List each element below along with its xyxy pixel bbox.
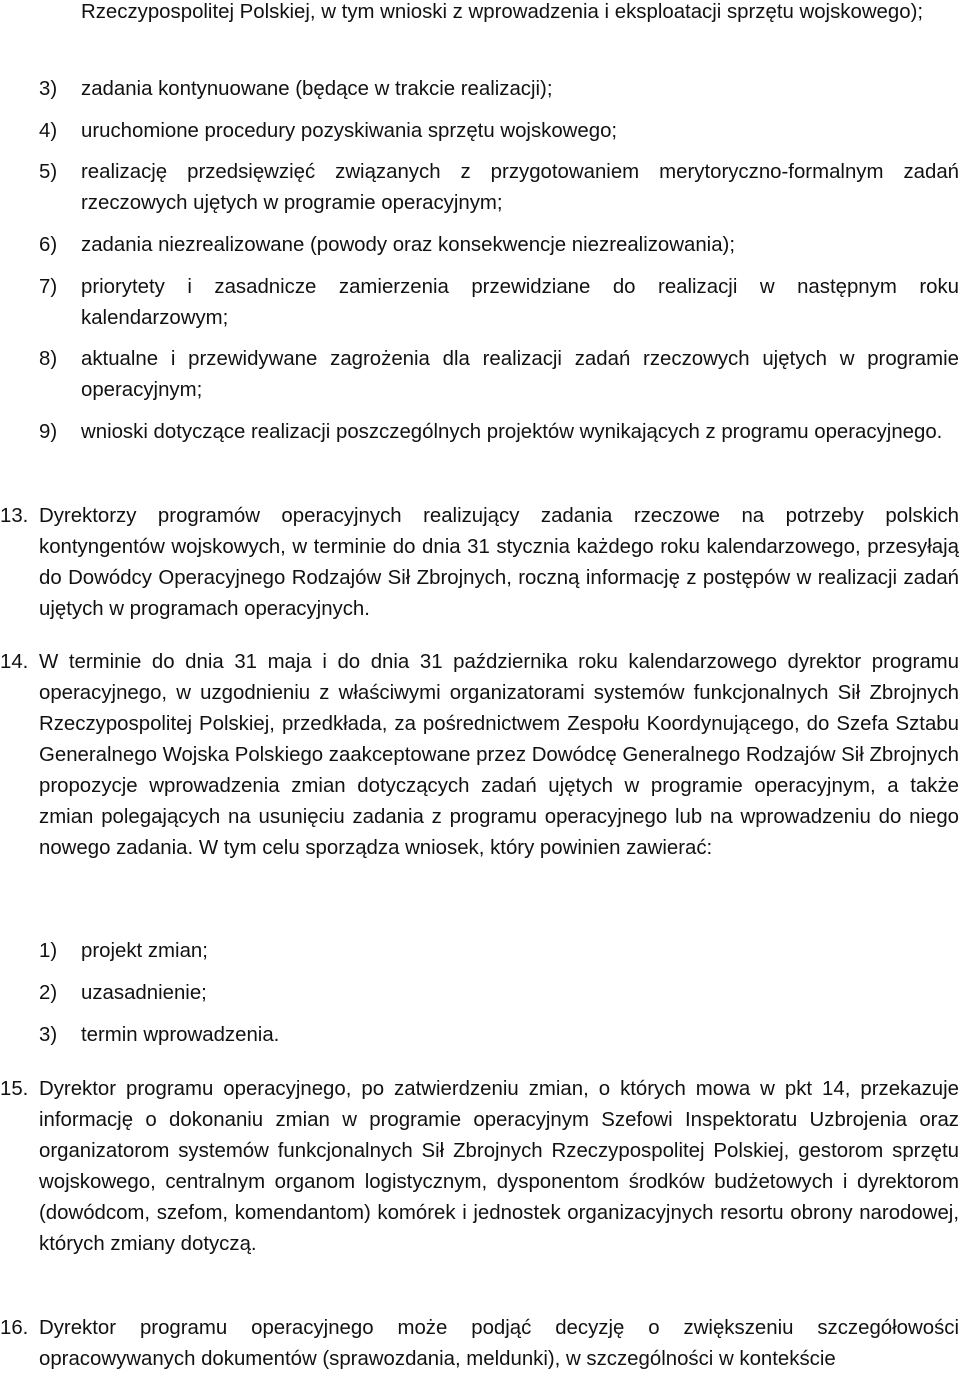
list-item (39, 344, 959, 406)
paragraph-text: Dyrektor programu operacyjnego może podjąć decyzję o zwiększeniu szczegółowości opracowywanych dokumentów (sprawozdania, meldunki), w szczególności w kontekście (39, 1317, 959, 1370)
list-item-text: projekt zmian; (81, 940, 208, 962)
list-item-text: uzasadnienie; (81, 982, 207, 1004)
list-item (39, 157, 959, 219)
paragraph-14 (0, 647, 959, 864)
paragraph-number: 13. (0, 505, 29, 527)
paragraph-text: Dyrektor programu operacyjnego, po zatwierdzeniu zmian, o których mowa w pkt 14, przekazuje informację o dokonaniu zmian w programie operacyjnym Szefowi Inspektoratu Uzbrojenia oraz organizatorom systemów funkcjonalnych Sił Zbrojnych Rzeczypospolitej Polskiej, gestorom sprzętu wojskowego, centralnym organom logistycznym, dysponentom środków budżetowych i dyrektorom (dowódcom, szefom, komendantom) komórek i jednostek organizacyjnych resortu obrony narodowej, których zmiany dotyczą. (39, 1078, 959, 1255)
list-item (39, 417, 959, 448)
list-item-number: 7) (39, 276, 58, 298)
list-item (39, 272, 959, 334)
list-item (39, 116, 959, 147)
list-item-number: 5) (39, 161, 58, 183)
list-item-text: aktualne i przewidywane zagrożenia dla realizacji zadań rzeczowych ujętych w programie operacyjnym; (81, 348, 959, 401)
list-item-text: realizację przedsięwzięć związanych z przygotowaniem merytoryczno-formalnym zadań rzeczowych ujętych w programie operacyjnym; (81, 161, 959, 214)
list-item (39, 936, 959, 967)
list-item-text: wnioski dotyczące realizacji poszczególnych projektów wynikających z programu operacyjnego. (81, 421, 943, 443)
list-item (39, 74, 959, 105)
list-item-number: 3) (39, 1024, 58, 1046)
list-item-number: 1) (39, 940, 58, 962)
continuation-paragraph: Rzeczypospolitej Polskiej, w tym wnioski z wprowadzenia i eksploatacji sprzętu wojskowego); (81, 1, 924, 23)
list-item-text: termin wprowadzenia. (81, 1024, 280, 1046)
list-item-text: uruchomione procedury pozyskiwania sprzętu wojskowego; (81, 120, 618, 142)
paragraph-number: 16. (0, 1317, 29, 1339)
paragraph-15 (0, 1074, 959, 1260)
paragraph-13 (0, 501, 959, 625)
list-item (39, 978, 959, 1009)
list-item-text: priorytety i zasadnicze zamierzenia przewidziane do realizacji w następnym roku kalendarzowym; (81, 276, 959, 329)
list-item-text: zadania niezrealizowane (powody oraz konsekwencje niezrealizowania); (81, 234, 735, 256)
list-item-number: 9) (39, 421, 58, 443)
paragraph-16 (0, 1313, 959, 1375)
list-item-number: 8) (39, 348, 58, 370)
list-item (39, 1020, 959, 1051)
list-item-number: 4) (39, 120, 58, 142)
list-item-number: 2) (39, 982, 58, 1004)
list-item-text: zadania kontynuowane (będące w trakcie realizacji); (81, 78, 553, 100)
paragraph-text: Dyrektorzy programów operacyjnych realizujący zadania rzeczowe na potrzeby polskich kontyngentów wojskowych, w terminie do dnia 31 stycznia każdego roku kalendarzowego, przesyłają do Dowódcy Operacyjnego Rodzajów Sił Zbrojnych, roczną informację z postępów w realizacji zadań ujętych w programach operacyjnych. (39, 505, 959, 620)
list-item (39, 230, 959, 261)
paragraph-number: 15. (0, 1078, 29, 1100)
paragraph-text: W terminie do dnia 31 maja i do dnia 31 października roku kalendarzowego dyrektor programu operacyjnego, w uzgodnieniu z właściwymi organizatorami systemów funkcjonalnych Sił Zbrojnych Rzeczypospolitej Polskiej, przedkłada, za pośrednictwem Zespołu Koordynującego, do Szefa Sztabu Generalnego Wojska Polskiego zaakceptowane przez Dowódcę Generalnego Rodzajów Sił Zbrojnych propozycje wprowadzenia zmian dotyczących zadań ujętych w programie operacyjnym, a także zmian polegających na usunięciu zadania z programu operacyjnego lub na wprowadzeniu do niego nowego zadania. W tym celu sporządza wniosek, który powinien zawierać: (39, 651, 959, 859)
paragraph-number: 14. (0, 651, 29, 673)
list-item-number: 6) (39, 234, 58, 256)
list-item-number: 3) (39, 78, 58, 100)
